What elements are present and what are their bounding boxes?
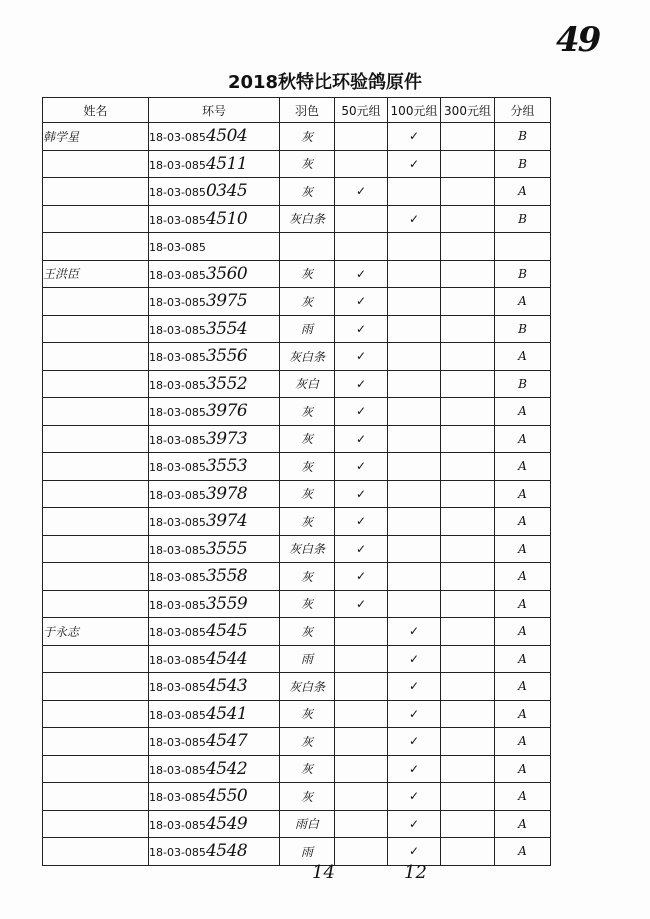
check-50 bbox=[335, 233, 388, 261]
feather-color: 灰 bbox=[280, 178, 335, 206]
check-100 bbox=[388, 480, 441, 508]
check-50 bbox=[335, 673, 388, 701]
ring-suffix: 3975 bbox=[205, 291, 248, 312]
check-100 bbox=[388, 233, 441, 261]
check-300 bbox=[441, 398, 495, 426]
ring-number bbox=[149, 535, 280, 563]
ring-prefix: 18-03-085 bbox=[149, 598, 206, 612]
ring-suffix: 3974 bbox=[205, 511, 248, 532]
ring-suffix: 3973 bbox=[205, 428, 248, 449]
group-letter: A bbox=[495, 673, 551, 701]
feather-color: 灰白条 bbox=[280, 205, 335, 233]
table-row bbox=[43, 838, 551, 866]
check-50: ✓ bbox=[335, 480, 388, 508]
feather-color: 灰 bbox=[280, 618, 335, 646]
table-row bbox=[43, 398, 551, 426]
group-letter: A bbox=[495, 480, 551, 508]
check-50: ✓ bbox=[335, 590, 388, 618]
table-row bbox=[43, 205, 551, 233]
table-row bbox=[43, 645, 551, 673]
ring-suffix: 3559 bbox=[205, 593, 248, 614]
group-letter: B bbox=[495, 150, 551, 178]
check-50: ✓ bbox=[335, 178, 388, 206]
ring-suffix: 3554 bbox=[205, 318, 248, 339]
table-row bbox=[43, 343, 551, 371]
check-50 bbox=[335, 728, 388, 756]
ring-suffix: 4547 bbox=[205, 731, 248, 752]
check-300 bbox=[441, 453, 495, 481]
ring-number bbox=[149, 783, 280, 811]
owner-name bbox=[43, 370, 149, 398]
check-100 bbox=[388, 260, 441, 288]
table-row bbox=[43, 783, 551, 811]
owner-name bbox=[43, 728, 149, 756]
check-100: ✓ bbox=[388, 618, 441, 646]
owner-name bbox=[43, 205, 149, 233]
ring-number bbox=[149, 480, 280, 508]
check-300 bbox=[441, 838, 495, 866]
check-50: ✓ bbox=[335, 508, 388, 536]
check-300 bbox=[441, 563, 495, 591]
table-row bbox=[43, 673, 551, 701]
owner-name bbox=[43, 755, 149, 783]
check-300 bbox=[441, 123, 495, 151]
ring-prefix: 18-03-085 bbox=[149, 351, 206, 365]
check-300 bbox=[441, 425, 495, 453]
check-100 bbox=[388, 590, 441, 618]
owner-name bbox=[43, 288, 149, 316]
ring-number bbox=[149, 315, 280, 343]
table-row bbox=[43, 233, 551, 261]
ring-number bbox=[149, 838, 280, 866]
header-group: 分组 bbox=[495, 98, 551, 123]
check-300 bbox=[441, 205, 495, 233]
ring-number bbox=[149, 645, 280, 673]
feather-color: 灰 bbox=[280, 700, 335, 728]
ring-number bbox=[149, 618, 280, 646]
feather-color: 灰 bbox=[280, 288, 335, 316]
ring-prefix: 18-03-085 bbox=[149, 571, 206, 585]
ring-suffix: 3978 bbox=[205, 483, 248, 504]
feather-color: 灰 bbox=[280, 783, 335, 811]
ring-number bbox=[149, 755, 280, 783]
owner-name bbox=[43, 315, 149, 343]
ring-number bbox=[149, 288, 280, 316]
check-300 bbox=[441, 343, 495, 371]
check-100: ✓ bbox=[388, 783, 441, 811]
check-50 bbox=[335, 838, 388, 866]
check-50: ✓ bbox=[335, 315, 388, 343]
owner-name bbox=[43, 453, 149, 481]
owner-name: 韩学星 bbox=[43, 123, 149, 151]
table-row bbox=[43, 590, 551, 618]
total-50: 14 bbox=[312, 862, 335, 883]
ring-suffix: 3976 bbox=[205, 401, 248, 422]
table-row bbox=[43, 755, 551, 783]
table-header-row bbox=[43, 98, 551, 123]
feather-color: 雨 bbox=[280, 645, 335, 673]
table-row bbox=[43, 150, 551, 178]
check-300 bbox=[441, 233, 495, 261]
check-300 bbox=[441, 673, 495, 701]
check-100: ✓ bbox=[388, 205, 441, 233]
check-50 bbox=[335, 755, 388, 783]
group-letter: A bbox=[495, 508, 551, 536]
group-letter: A bbox=[495, 755, 551, 783]
pigeon-table bbox=[42, 97, 551, 866]
check-100: ✓ bbox=[388, 673, 441, 701]
check-100: ✓ bbox=[388, 645, 441, 673]
ring-suffix: 4550 bbox=[205, 786, 248, 807]
check-300 bbox=[441, 590, 495, 618]
table-row bbox=[43, 480, 551, 508]
feather-color: 灰 bbox=[280, 728, 335, 756]
feather-color: 灰白条 bbox=[280, 343, 335, 371]
feather-color: 雨白 bbox=[280, 810, 335, 838]
ring-number bbox=[149, 398, 280, 426]
ring-suffix: 3558 bbox=[205, 566, 248, 587]
table-row bbox=[43, 810, 551, 838]
ring-prefix: 18-03-085 bbox=[149, 241, 206, 255]
ring-prefix: 18-03-085 bbox=[149, 516, 206, 530]
table-row bbox=[43, 260, 551, 288]
feather-color: 灰 bbox=[280, 398, 335, 426]
feather-color: 灰 bbox=[280, 590, 335, 618]
check-100: ✓ bbox=[388, 810, 441, 838]
owner-name bbox=[43, 480, 149, 508]
ring-number bbox=[149, 425, 280, 453]
header-ring: 环号 bbox=[149, 98, 280, 123]
ring-prefix: 18-03-085 bbox=[149, 791, 206, 805]
check-100: ✓ bbox=[388, 700, 441, 728]
ring-number bbox=[149, 178, 280, 206]
ring-prefix: 18-03-085 bbox=[149, 818, 206, 832]
feather-color: 灰 bbox=[280, 508, 335, 536]
group-letter: A bbox=[495, 563, 551, 591]
ring-number bbox=[149, 673, 280, 701]
check-50 bbox=[335, 618, 388, 646]
feather-color: 雨 bbox=[280, 315, 335, 343]
group-letter: A bbox=[495, 535, 551, 563]
feather-color: 灰 bbox=[280, 563, 335, 591]
owner-name bbox=[43, 783, 149, 811]
ring-prefix: 18-03-085 bbox=[149, 186, 206, 200]
check-300 bbox=[441, 508, 495, 536]
ring-prefix: 18-03-085 bbox=[149, 268, 206, 282]
ring-prefix: 18-03-085 bbox=[149, 158, 206, 172]
check-300 bbox=[441, 618, 495, 646]
total-100: 12 bbox=[404, 862, 427, 883]
owner-name bbox=[43, 810, 149, 838]
feather-color: 灰 bbox=[280, 755, 335, 783]
group-letter bbox=[495, 233, 551, 261]
check-100 bbox=[388, 535, 441, 563]
ring-suffix: 4510 bbox=[205, 208, 248, 229]
owner-name bbox=[43, 178, 149, 206]
check-50 bbox=[335, 645, 388, 673]
check-100 bbox=[388, 425, 441, 453]
owner-name bbox=[43, 563, 149, 591]
header-color: 羽色 bbox=[280, 98, 335, 123]
table-row bbox=[43, 563, 551, 591]
owner-name bbox=[43, 233, 149, 261]
check-100 bbox=[388, 343, 441, 371]
feather-color: 灰白条 bbox=[280, 535, 335, 563]
owner-name bbox=[43, 508, 149, 536]
check-300 bbox=[441, 260, 495, 288]
group-letter: A bbox=[495, 453, 551, 481]
feather-color: 灰 bbox=[280, 150, 335, 178]
check-50 bbox=[335, 205, 388, 233]
ring-prefix: 18-03-085 bbox=[149, 296, 206, 310]
group-letter: A bbox=[495, 590, 551, 618]
feather-color: 灰白条 bbox=[280, 673, 335, 701]
check-100 bbox=[388, 508, 441, 536]
group-letter: B bbox=[495, 315, 551, 343]
group-letter: B bbox=[495, 205, 551, 233]
ring-suffix: 3560 bbox=[205, 263, 248, 284]
check-300 bbox=[441, 535, 495, 563]
check-100: ✓ bbox=[388, 755, 441, 783]
ring-number bbox=[149, 728, 280, 756]
ring-prefix: 18-03-085 bbox=[149, 433, 206, 447]
group-letter: A bbox=[495, 288, 551, 316]
ring-prefix: 18-03-085 bbox=[149, 626, 206, 640]
ring-prefix: 18-03-085 bbox=[149, 213, 206, 227]
check-300 bbox=[441, 288, 495, 316]
table-row bbox=[43, 123, 551, 151]
table-row bbox=[43, 425, 551, 453]
header-name: 姓名 bbox=[43, 98, 149, 123]
check-300 bbox=[441, 178, 495, 206]
check-100: ✓ bbox=[388, 728, 441, 756]
feather-color: 雨 bbox=[280, 838, 335, 866]
check-100 bbox=[388, 370, 441, 398]
page-title: 2018秋特比环验鸽原件 bbox=[227, 72, 423, 93]
ring-suffix: 4504 bbox=[205, 126, 248, 147]
check-100: ✓ bbox=[388, 838, 441, 866]
owner-name bbox=[43, 673, 149, 701]
ring-suffix: 4543 bbox=[205, 676, 248, 697]
table-row bbox=[43, 508, 551, 536]
ring-prefix: 18-03-085 bbox=[149, 488, 206, 502]
check-50: ✓ bbox=[335, 398, 388, 426]
check-50: ✓ bbox=[335, 535, 388, 563]
check-50: ✓ bbox=[335, 563, 388, 591]
owner-name bbox=[43, 838, 149, 866]
ring-suffix: 4544 bbox=[205, 648, 248, 669]
check-300 bbox=[441, 783, 495, 811]
check-50: ✓ bbox=[335, 370, 388, 398]
group-letter: A bbox=[495, 398, 551, 426]
ring-suffix: 4511 bbox=[205, 153, 248, 174]
feather-color: 灰 bbox=[280, 260, 335, 288]
feather-color: 灰 bbox=[280, 425, 335, 453]
check-100: ✓ bbox=[388, 150, 441, 178]
check-100 bbox=[388, 453, 441, 481]
feather-color: 灰 bbox=[280, 123, 335, 151]
check-50: ✓ bbox=[335, 453, 388, 481]
header-300: 300元组 bbox=[441, 98, 495, 123]
check-300 bbox=[441, 755, 495, 783]
feather-color bbox=[280, 233, 335, 261]
table-row bbox=[43, 315, 551, 343]
check-50: ✓ bbox=[335, 288, 388, 316]
ring-number bbox=[149, 150, 280, 178]
ring-number bbox=[149, 810, 280, 838]
table-row bbox=[43, 700, 551, 728]
ring-number bbox=[149, 700, 280, 728]
ring-number bbox=[149, 563, 280, 591]
check-100 bbox=[388, 563, 441, 591]
check-50: ✓ bbox=[335, 425, 388, 453]
table-row bbox=[43, 178, 551, 206]
ring-suffix: 4541 bbox=[205, 703, 248, 724]
ring-suffix: 0345 bbox=[205, 181, 248, 202]
check-300 bbox=[441, 700, 495, 728]
table-row bbox=[43, 535, 551, 563]
check-300 bbox=[441, 810, 495, 838]
ring-prefix: 18-03-085 bbox=[149, 763, 206, 777]
owner-name: 王洪臣 bbox=[43, 260, 149, 288]
check-300 bbox=[441, 315, 495, 343]
table-row bbox=[43, 288, 551, 316]
check-100 bbox=[388, 288, 441, 316]
group-letter: A bbox=[495, 178, 551, 206]
group-letter: A bbox=[495, 728, 551, 756]
group-letter: A bbox=[495, 425, 551, 453]
table-row bbox=[43, 370, 551, 398]
ring-prefix: 18-03-085 bbox=[149, 543, 206, 557]
ring-number bbox=[149, 123, 280, 151]
header-100: 100元组 bbox=[388, 98, 441, 123]
ring-suffix: 4545 bbox=[205, 621, 248, 642]
check-50 bbox=[335, 783, 388, 811]
group-letter: A bbox=[495, 700, 551, 728]
check-50 bbox=[335, 700, 388, 728]
owner-name bbox=[43, 150, 149, 178]
check-100 bbox=[388, 315, 441, 343]
owner-name bbox=[43, 700, 149, 728]
group-letter: B bbox=[495, 123, 551, 151]
feather-color: 灰 bbox=[280, 480, 335, 508]
group-letter: A bbox=[495, 645, 551, 673]
group-letter: B bbox=[495, 260, 551, 288]
check-50 bbox=[335, 150, 388, 178]
ring-suffix: 4542 bbox=[205, 758, 248, 779]
owner-name bbox=[43, 590, 149, 618]
check-300 bbox=[441, 645, 495, 673]
check-300 bbox=[441, 150, 495, 178]
ring-prefix: 18-03-085 bbox=[149, 323, 206, 337]
owner-name bbox=[43, 645, 149, 673]
ring-number bbox=[149, 508, 280, 536]
check-300 bbox=[441, 480, 495, 508]
ring-prefix: 18-03-085 bbox=[149, 846, 206, 860]
owner-name bbox=[43, 343, 149, 371]
ring-number bbox=[149, 205, 280, 233]
ring-number bbox=[149, 233, 280, 261]
check-50 bbox=[335, 810, 388, 838]
check-50: ✓ bbox=[335, 260, 388, 288]
page-number: 49 bbox=[556, 20, 600, 60]
header-50: 50元组 bbox=[335, 98, 388, 123]
group-letter: A bbox=[495, 810, 551, 838]
group-letter: A bbox=[495, 618, 551, 646]
group-letter: A bbox=[495, 838, 551, 866]
check-100 bbox=[388, 398, 441, 426]
ring-suffix: 4549 bbox=[205, 813, 248, 834]
feather-color: 灰 bbox=[280, 453, 335, 481]
ring-prefix: 18-03-085 bbox=[149, 653, 206, 667]
group-letter: A bbox=[495, 783, 551, 811]
check-50: ✓ bbox=[335, 343, 388, 371]
ring-number bbox=[149, 590, 280, 618]
ring-suffix: 3556 bbox=[205, 346, 248, 367]
ring-suffix: 4548 bbox=[205, 841, 248, 862]
check-300 bbox=[441, 370, 495, 398]
ring-number bbox=[149, 453, 280, 481]
check-300 bbox=[441, 728, 495, 756]
table-row bbox=[43, 453, 551, 481]
ring-prefix: 18-03-085 bbox=[149, 461, 206, 475]
owner-name bbox=[43, 398, 149, 426]
table-row bbox=[43, 728, 551, 756]
ring-prefix: 18-03-085 bbox=[149, 406, 206, 420]
ring-prefix: 18-03-085 bbox=[149, 131, 206, 145]
ring-number bbox=[149, 260, 280, 288]
check-50 bbox=[335, 123, 388, 151]
ring-prefix: 18-03-085 bbox=[149, 736, 206, 750]
ring-prefix: 18-03-085 bbox=[149, 708, 206, 722]
ring-suffix: 3552 bbox=[205, 373, 248, 394]
owner-name bbox=[43, 535, 149, 563]
ring-number bbox=[149, 370, 280, 398]
table-row bbox=[43, 618, 551, 646]
check-100 bbox=[388, 178, 441, 206]
ring-number bbox=[149, 343, 280, 371]
ring-prefix: 18-03-085 bbox=[149, 681, 206, 695]
group-letter: A bbox=[495, 343, 551, 371]
ring-prefix: 18-03-085 bbox=[149, 378, 206, 392]
group-letter: B bbox=[495, 370, 551, 398]
check-100: ✓ bbox=[388, 123, 441, 151]
owner-name: 于永志 bbox=[43, 618, 149, 646]
feather-color: 灰白 bbox=[280, 370, 335, 398]
ring-suffix: 3555 bbox=[205, 538, 248, 559]
owner-name bbox=[43, 425, 149, 453]
ring-suffix: 3553 bbox=[205, 456, 248, 477]
